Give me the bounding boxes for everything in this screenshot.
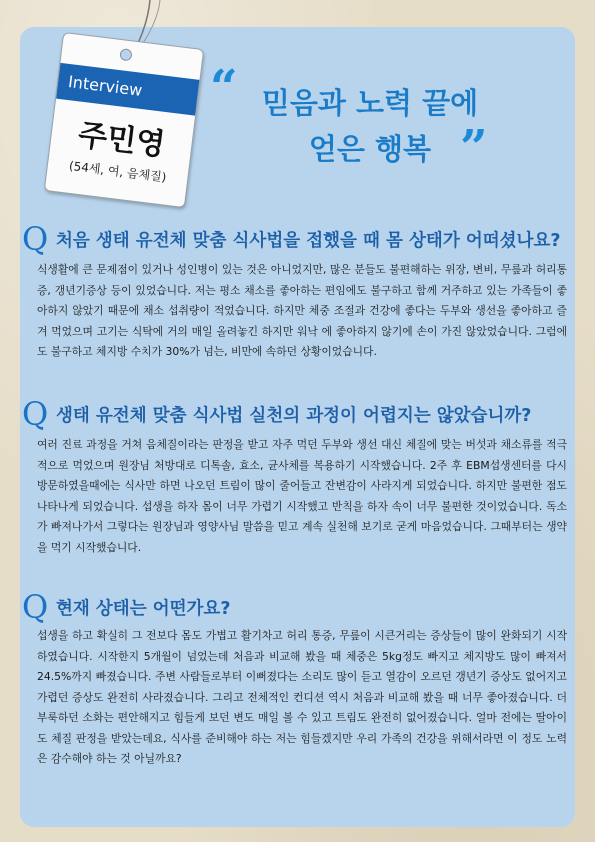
answer-3: 섭생을 하고 확실히 그 전보다 몸도 가볍고 활기차고 허리 통증, 무릎이 시큰거리는 증상들이 많이 완화되기 시작하였습니다. 시작한지 5개월이 넘었는데 처음과 비교해 봤을 때 체중은 5kg정도 빠지고 체지방도 많이 빠져서 24.5%까지 빠졌습니다. 주변 사람들로부터 이뻐졌다는 소리도 많이 듣고 열감이 오르던 갱년기 증상도 없어지고 가렵던 증상도 완전히 사라졌습니다. 그리고 전체적인 컨디션 역시 처음과 비교해 봤을 때 너무 좋아졌습니다. 더부룩하던 소화는 편안해지고 힘들게 보던 변도 매일 볼 수 있고 트림도 완전히 없어졌습니다. 얼마 전에는 딸아이도 체질 판정을 받았는데요, 식사를 준비해야 하는 저는 힘들겠지만 우리 가족의 건강을 위해서라면 이 정도 노력은 감수해야 하는 것 아닐까요? xyxy=(37,629,567,765)
interviewee-name: 주민영 xyxy=(76,117,167,164)
tag-label: Interview xyxy=(56,63,199,116)
open-quote-mark: “ xyxy=(210,60,238,116)
question-2-text: 생태 유전체 맞춤 식사법 실천의 과정이 어렵지는 않았습니까? xyxy=(56,405,532,426)
answer-1: 식생활에 큰 문제점이 있거나 성인병이 있는 것은 아니었지만, 많은 분들도 불편해하는 위장, 변비, 무릎과 허리통증, 갱년기증상 등이 있었습니다. 저는 평소 채소를 좋아하는 편임에도 불구하고 함께 거주하고 있는 가족들이 좋아하지 않았기 때문에 채소 섭취량이 적었습니다. 하지만 체중 조절과 건강에 좋다는 두부와 생선을 좋아하고 즐겨 먹었으며 고기는 식탁에 거의 매일 올려놓긴 하지만 워낙 에 좋아하지 않기에 손이 가진 않았었습니다. 그럼에도 불구하고 체지방 수치가 30%가 넘는, 비만에 속하던 상황이었습니다. xyxy=(37,263,567,358)
question-1-text: 처음 생태 유전체 맞춤 식사법을 접했을 때 몸 상태가 어떠셨나요? xyxy=(56,230,561,251)
q-icon: Q xyxy=(22,395,49,433)
interview-tag xyxy=(44,32,204,208)
headline-line1: 믿음과 노력 끝에 xyxy=(261,86,479,120)
headline-line2: 얻은 행복 xyxy=(308,132,432,166)
question-1 xyxy=(22,220,561,258)
interviewee-info: (54세, 여, 음체질) xyxy=(68,158,168,185)
q-icon: Q xyxy=(22,588,49,626)
answer-2: 여러 진료 과정을 거쳐 음체질이라는 판정을 받고 자주 먹던 두부와 생선 대신 체질에 맞는 버섯과 채소류를 적극적으로 먹었으며 원장님 처방대로 디톡솔, 효소, 균사체를 복용하기 시작했습니다. 2주 후 EBM섭생센터를 다시 방문하였을때에는 식사만 하면 나오던 트림이 많이 줄어들고 잔변감이 사라지게 되었습니다. 하지만 불편한 점도 나타나게 되었습니다. 섭생을 하자 몸이 너무 가렵기 시작했고 반칙을 하자 속이 너무 불편한 것이었습니다. 독소가 빠져나가서 그렇다는 원장님과 영양사님 말씀을 믿고 계속 실천해 보기로 굳게 마음었습니다. 그때부터는 생약을 먹기 시작했습니다. xyxy=(37,438,567,554)
question-3 xyxy=(22,588,231,626)
q-icon: Q xyxy=(22,220,49,258)
question-2 xyxy=(22,395,532,433)
close-quote-mark: ” xyxy=(460,120,488,176)
question-3-text: 현재 상태는 어떤가요? xyxy=(56,598,231,619)
tag-hole-icon xyxy=(119,48,132,61)
